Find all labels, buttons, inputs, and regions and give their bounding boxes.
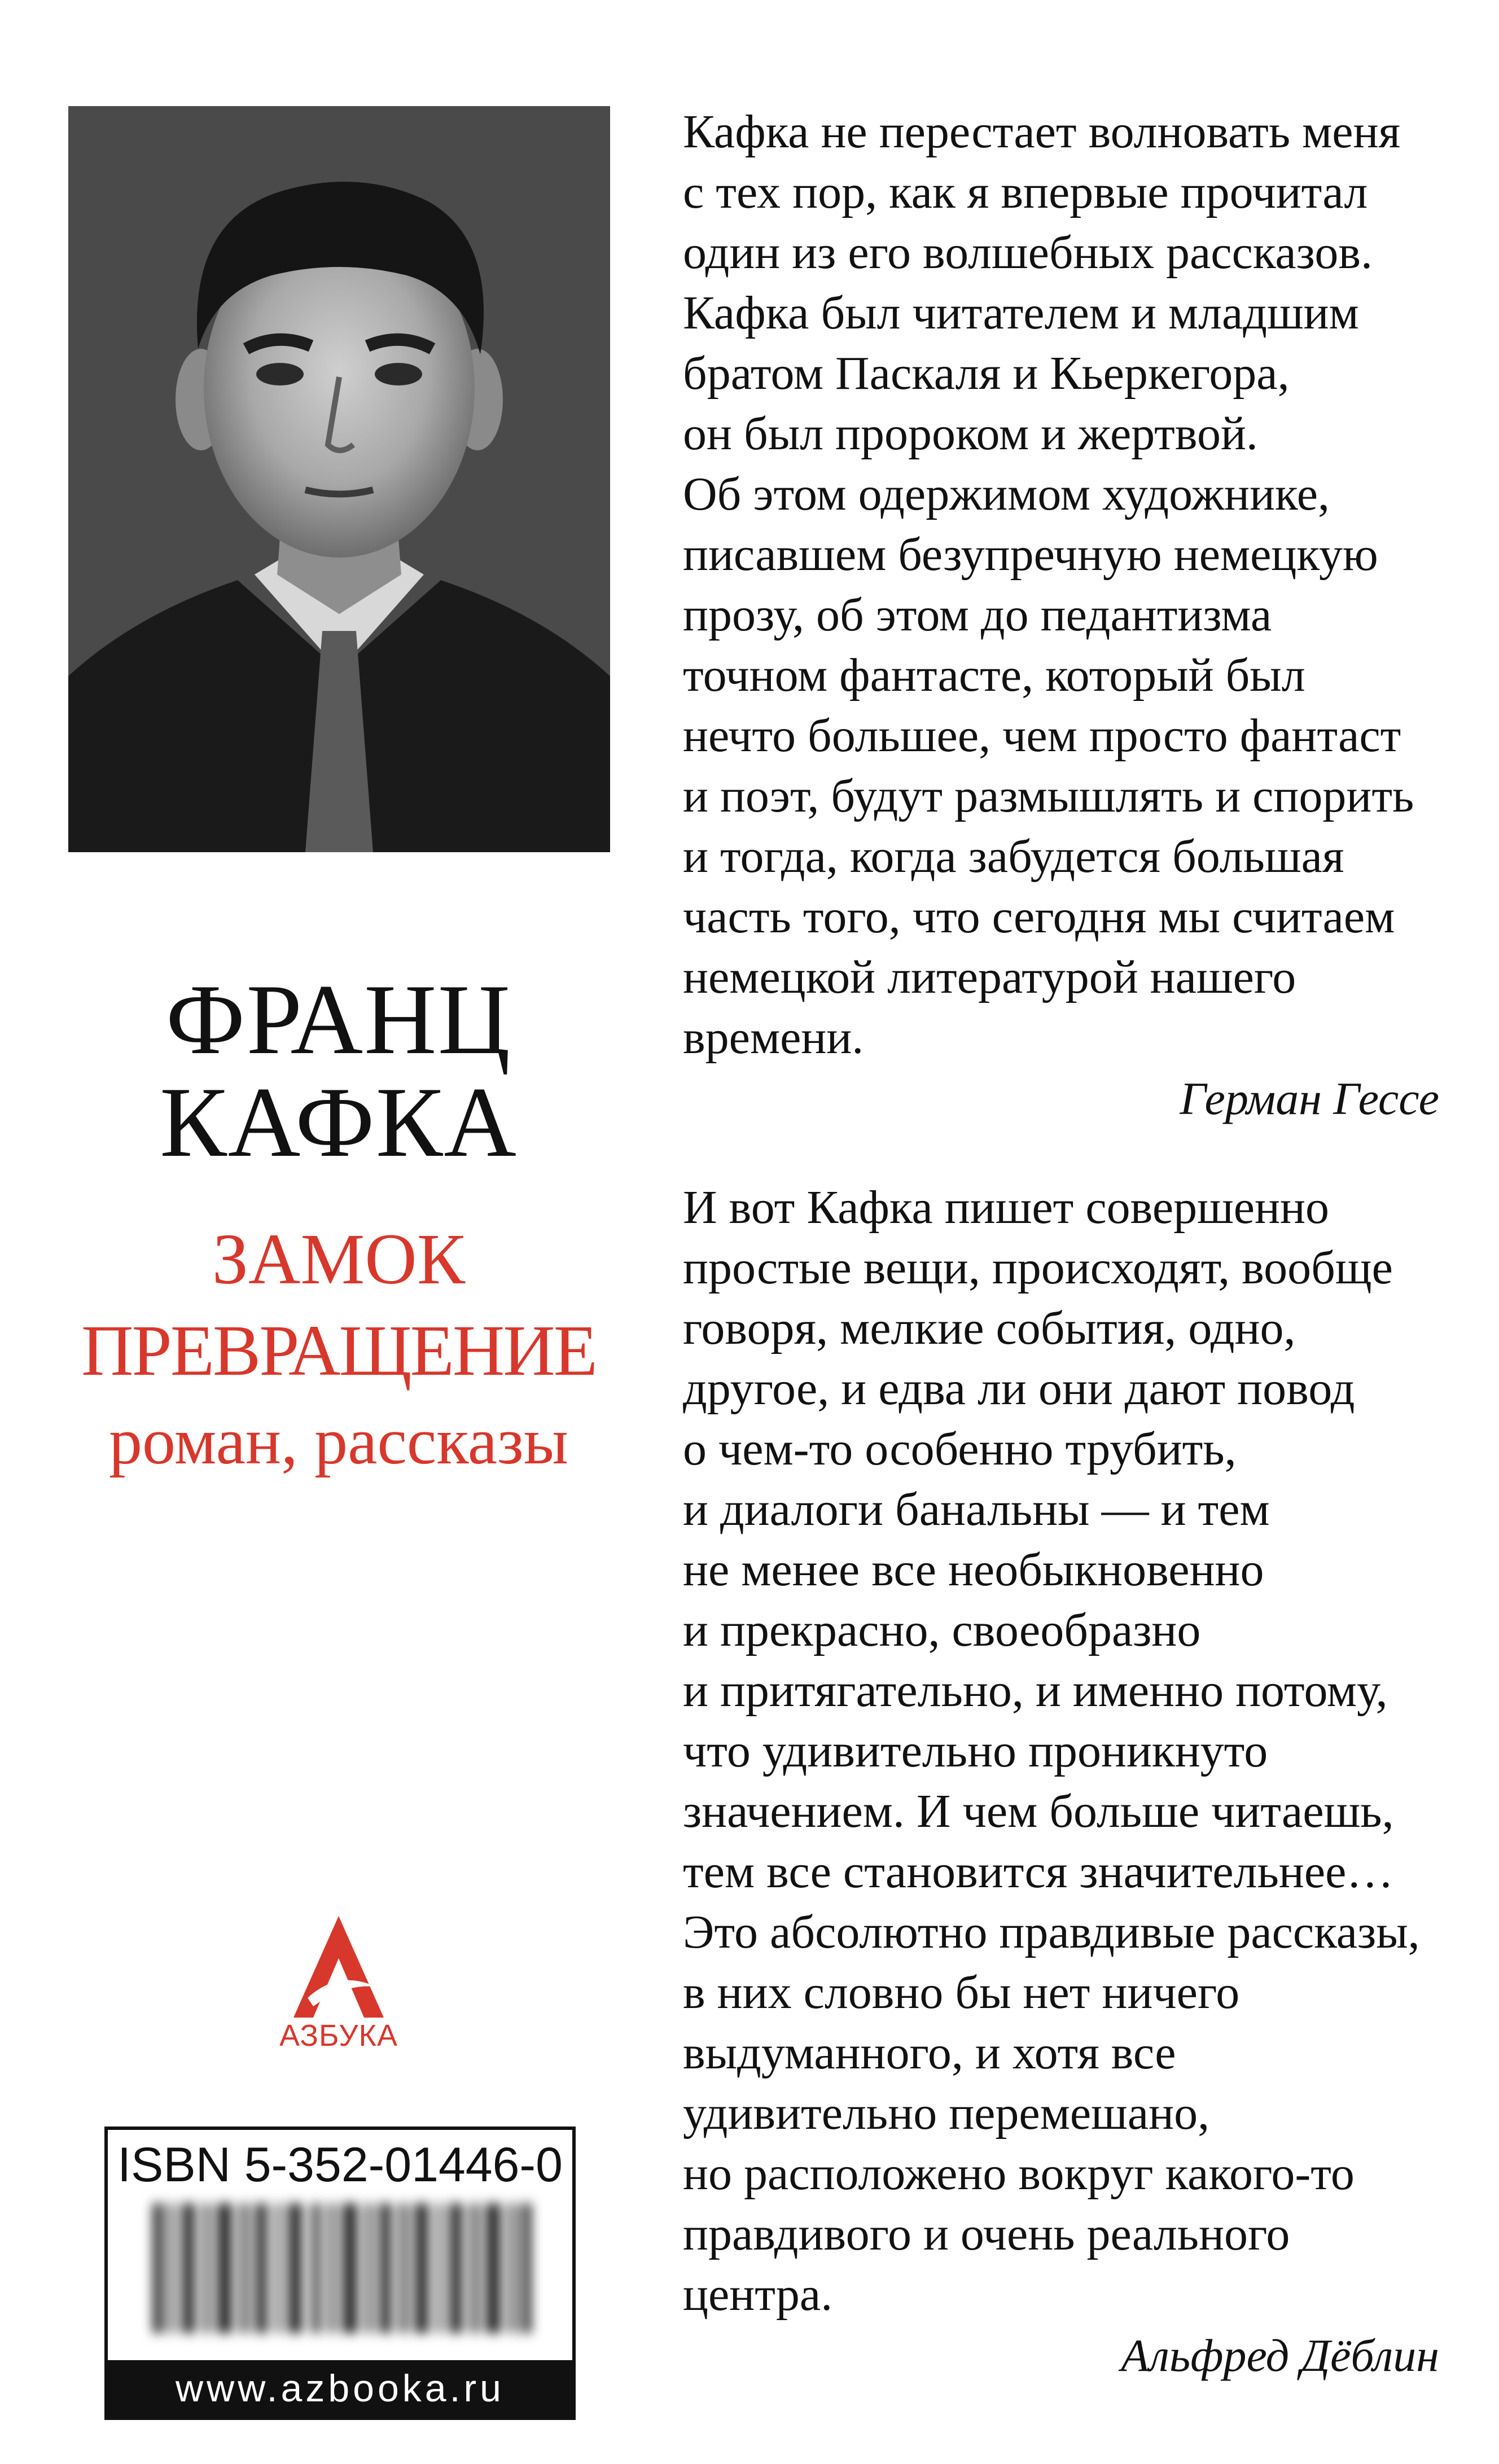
quote-attribution: Альфред Дёблин — [1121, 2330, 1439, 2381]
quote-line: времени. — [683, 1011, 864, 1064]
quote-line: и прекрасно, своеобразно — [683, 1604, 1201, 1656]
quote-line: прозу, об этом до педантизма — [683, 589, 1272, 641]
quote-line: не менее все необыкновенно — [683, 1544, 1264, 1596]
quote-line: и поэт, будут размышлять и спорить — [683, 770, 1414, 822]
quote-line: другое, и едва ли они дают повод — [683, 1362, 1355, 1415]
quote-line: правдивого и очень реального — [683, 2208, 1290, 2260]
quote-line: говоря, мелкие события, одно, — [683, 1302, 1296, 1354]
quote-line: И вот Кафка пишет совершенно — [683, 1181, 1329, 1234]
publisher-logo-icon — [291, 1913, 387, 2020]
quote-line: тем все становится значительнее… — [683, 1845, 1394, 1898]
quote-line: о чем-то особенно трубить, — [683, 1423, 1237, 1475]
quote-line: и диалоги банальны — и тем — [683, 1483, 1270, 1536]
quote-line: немецкой литературой нашего — [683, 951, 1296, 1003]
quote-line: Это абсолютно правдивые рассказы, — [683, 1906, 1420, 1958]
book-title-1: ЗАМОК — [212, 1219, 466, 1299]
quote-line: Кафка не перестает волновать меня — [683, 106, 1401, 158]
quote-line: значением. И чем больше читаешь, — [683, 1785, 1394, 1838]
quote-line: один из его волшебных рассказов. — [683, 226, 1373, 279]
quote-line: и притягательно, и именно потому, — [683, 1664, 1388, 1717]
quote-line: нечто большее, чем просто фантаст — [683, 709, 1401, 762]
author-name — [0, 963, 677, 1178]
barcode-bars — [147, 2198, 537, 2356]
quote-hesse — [683, 102, 1439, 1125]
isbn-number: ISBN 5-352-01446-0 — [117, 2138, 563, 2192]
quote-line: и тогда, когда забудется большая — [683, 830, 1344, 883]
quote-doblin — [683, 1177, 1439, 2382]
book-title-2: ПРЕВРАЩЕНИЕ — [81, 1310, 596, 1391]
book-genre: роман, рассказы — [108, 1404, 569, 1478]
quote-attribution: Герман Гессе — [1180, 1073, 1439, 1124]
quote-line: точном фантасте, который был — [683, 649, 1305, 702]
quote-line: что удивительно проникнуто — [683, 1725, 1268, 1777]
author-last-name: КАФКА — [160, 1066, 518, 1178]
author-first-name: ФРАНЦ — [165, 963, 512, 1075]
publisher-logo — [271, 1913, 406, 2053]
quote-line: центра. — [683, 2268, 833, 2321]
quote-line: писавшем безупречную немецкую — [683, 528, 1378, 581]
barcode-box — [104, 2127, 576, 2420]
author-portrait — [68, 106, 610, 852]
quote-line: Кафка был читателем и младшим — [683, 287, 1359, 339]
quote-line: часть того, что сегодня мы считаем — [683, 891, 1395, 943]
portrait-eye-right — [375, 363, 422, 385]
quote-line: простые вещи, происходят, вообще — [683, 1242, 1393, 1294]
quote-line: удивительно перемешано, — [683, 2087, 1210, 2139]
publisher-url: www.azbooka.ru — [108, 2360, 572, 2417]
publisher-name: АЗБУКА — [279, 2019, 398, 2053]
quote-line: выдуманного, и хотя все — [683, 2027, 1176, 2079]
book-titles — [0, 1213, 677, 1487]
quote-line: но расположено вокруг какого-то — [683, 2147, 1355, 2200]
quote-line: он был пророком и жертвой. — [683, 407, 1258, 460]
quote-line: с тех пор, как я впервые прочитал — [683, 166, 1368, 218]
portrait-eye-left — [256, 363, 304, 385]
quote-line: в них словно бы нет ничего — [683, 1966, 1240, 2019]
quote-line: Об этом одержимом художнике, — [683, 468, 1330, 520]
portrait-image — [68, 106, 610, 852]
quote-line: братом Паскаля и Кьеркегора, — [683, 347, 1290, 400]
